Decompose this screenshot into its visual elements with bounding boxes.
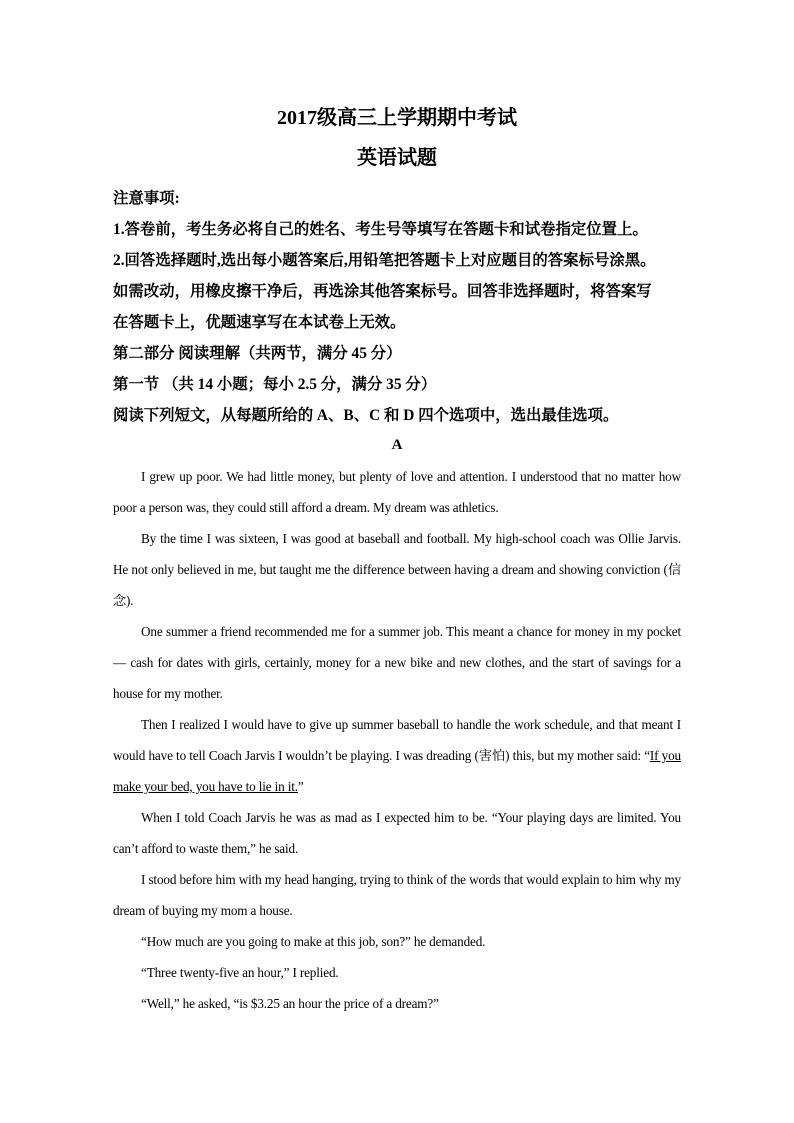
notice-heading: 注意事项: <box>113 190 180 207</box>
notice-item-1: 1.答卷前，考生务必将自己的姓名、考生号等填写在答题卡和试卷指定位置上。 <box>113 221 648 238</box>
part-title: 第二部分 阅读理解（共两节，满分 45 分） <box>113 345 402 362</box>
passage-paragraph: One summer a friend recommended me for a summer job. This meant a chance for money in my pocket — cash for dates with girls, certainly, money for a new bike and new clothes, and the start of savings for a house for my mother. <box>113 624 681 701</box>
passage-paragraph: “Well,” he asked, “is $3.25 an hour the price of a dream?” <box>141 996 439 1011</box>
passage-paragraph: By the time I was sixteen, I was good at baseball and football. My high-school coach was Ollie Jarvis. He not only believed in me, but taught me the difference between having a dream and showing conviction (信念). <box>113 531 681 608</box>
passage-paragraph: I stood before him with my head hanging, trying to think of the words that would explain to him why my dream of buying my mom a house. <box>113 872 681 918</box>
passage-paragraph: When I told Coach Jarvis he was as mad as I expected him to be. “Your playing days are limited. You can’t afford to waste them,” he said. <box>113 810 681 856</box>
section-title: 第一节 （共 14 小题；每小 2.5 分，满分 35 分） <box>113 376 437 393</box>
passage-body <box>113 461 681 1019</box>
exam-subtitle: 英语试题 <box>357 147 437 169</box>
reading-instruction: 阅读下列短文，从每题所给的 A、B、C 和 D 四个选项中，选出最佳选项。 <box>113 407 619 424</box>
passage-label: A <box>391 437 403 453</box>
passage-paragraph: I grew up poor. We had little money, but plenty of love and attention. I understood that no matter how poor a person was, they could still afford a dream. My dream was athletics. <box>113 469 681 515</box>
underlined-phrase: If you make your bed, you have to lie in it. <box>113 748 681 794</box>
passage-paragraph: “Three twenty-five an hour,” I replied. <box>141 965 339 980</box>
notice-item-2-line-1: 2.回答选择题时,选出每小题答案后,用铅笔把答题卡上对应题目的答案标号涂黑。 <box>113 252 656 269</box>
paragraph-text: Then I realized I would have to give up summer baseball to handle the work schedule, and that meant I would have to tell Coach Jarvis I wouldn’t be playing. I was dreading (害怕) this, but my mother said: “ <box>113 717 681 763</box>
passage-paragraph <box>113 709 681 802</box>
paragraph-text: ” <box>297 779 304 794</box>
passage-paragraph: “How much are you going to make at this job, son?” he demanded. <box>141 934 486 949</box>
notice-item-2-line-3: 在答题卡上，优题速享写在本试卷上无效。 <box>113 314 406 331</box>
notice-item-2-line-2: 如需改动，用橡皮擦干净后，再选涂其他答案标号。回答非选择题时，将答案写 <box>113 283 652 300</box>
exam-title: 2017级高三上学期期中考试 <box>277 107 517 129</box>
